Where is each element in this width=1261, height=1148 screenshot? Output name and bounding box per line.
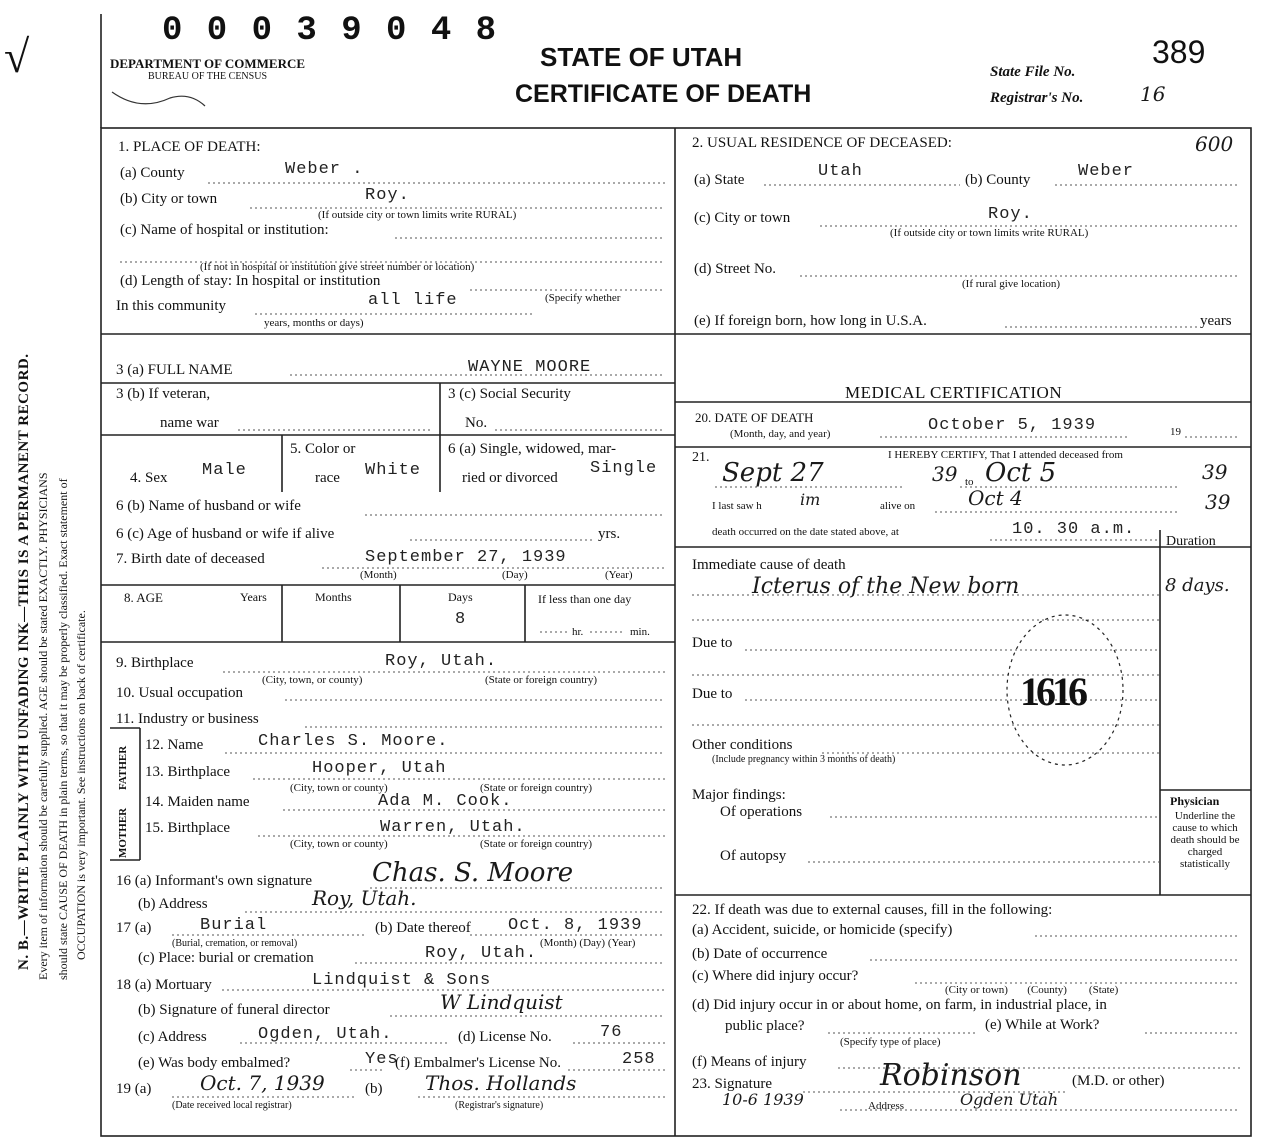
external-b-label: (b) Date of occurrence [692, 946, 828, 962]
burial-c-label: (c) Place: burial or cremation [138, 950, 314, 966]
age-months-label: Months [315, 590, 352, 604]
marital-value: Single [590, 459, 658, 478]
hospital-label: (c) Name of hospital or institution: [120, 222, 329, 238]
embalmed-label: (e) Was body embalmed? [138, 1055, 291, 1071]
death-occurred-label: death occurred on the date stated above, at [712, 526, 899, 538]
veteran-label: 3 (b) If veteran, [116, 386, 211, 402]
sex-label: 4. Sex [130, 470, 168, 486]
embalmed-value: Yes [365, 1050, 399, 1069]
res-city-label: (c) City or town [694, 210, 791, 226]
age-label: 8. AGE [124, 590, 163, 605]
md-label: (M.D. or other) [1072, 1073, 1165, 1089]
other-conditions-label: Other conditions [692, 737, 793, 753]
autopsy-label: Of autopsy [720, 848, 787, 864]
father-bp-label: 13. Birthplace [145, 764, 230, 780]
serial-number: 0 0 0 3 9 0 4 8 [162, 12, 499, 50]
community-label: In this community [116, 298, 226, 314]
community-value: all life [368, 291, 458, 310]
external-a-label: (a) Accident, suicide, or homicide (specify) [692, 922, 953, 938]
birth-year-note: (Year) [605, 569, 633, 581]
major-findings-label: Major findings: [692, 787, 786, 803]
margin-warning: N. B.—WRITE PLAINLY WITH UNFADING INK—THIS IS A PERMANENT RECORD. [16, 353, 32, 970]
mortuary-value: Lindquist & Sons [312, 971, 492, 990]
race-label: race [315, 470, 340, 486]
age-years-label: Years [240, 590, 267, 604]
registrar-b-label: (b) [365, 1081, 383, 1097]
mother-bp-label: 15. Birthplace [145, 820, 230, 836]
due-to-2: Due to [692, 686, 733, 702]
attended-to-year: 39 [1202, 460, 1228, 484]
death-time: 10. 30 a.m. [1012, 520, 1136, 539]
date-of-death-label: 20. DATE OF DEATH [695, 410, 814, 425]
embalmer-license-label: (f) Embalmer's License No. [395, 1055, 561, 1071]
marital-label-2: ried or divorced [462, 470, 558, 486]
place-of-death-label: 1. PLACE OF DEATH: [118, 139, 261, 155]
informant-label: 16 (a) Informant's own signature [116, 873, 312, 889]
certificate-title: CERTIFICATE OF DEATH [515, 80, 812, 108]
stay-label: (d) Length of stay: In hospital or institution [120, 273, 381, 289]
ymd-note: years, months or days) [264, 317, 364, 329]
age-min-label: min. [630, 626, 650, 638]
res-years: years [1200, 313, 1232, 329]
father-bp-value: Hooper, Utah [312, 759, 447, 778]
duration-label: Duration [1166, 534, 1216, 549]
registrar-number: 16 [1140, 82, 1166, 106]
alive-on-date: Oct 4 [968, 486, 1023, 510]
birthplace-note-2: (State or foreign country) [485, 674, 598, 686]
date-of-death-note: (Month, day, and year) [730, 428, 831, 440]
city-note: (If outside city or town limits write RURAL) [318, 209, 517, 221]
external-d-note: (Specify type of place) [840, 1036, 941, 1048]
father-name-label: 12. Name [145, 737, 204, 753]
registrar-date: Oct. 7, 1939 [200, 1071, 325, 1095]
birthplace-label: 9. Birthplace [116, 655, 194, 671]
father-note-1: (City, town or county) [290, 782, 388, 794]
last-saw-him: im [800, 490, 821, 509]
burial-b-label: (b) Date thereof [375, 920, 471, 936]
mother-bp-value: Warren, Utah. [380, 818, 526, 837]
funeral-director-signature: W Lindquist [440, 990, 563, 1014]
physician-signature: Robinson [880, 1058, 1022, 1093]
birth-date-label: 7. Birth date of deceased [116, 551, 265, 567]
ssn-label: 3 (c) Social Security [448, 386, 571, 402]
informant-address: Roy, Utah. [312, 886, 417, 910]
birth-date-value: September 27, 1939 [365, 548, 567, 567]
margin-instruction-2: should state CAUSE OF DEATH in plain terms, so that it may be properly classified. Exact statement of [56, 478, 70, 980]
mother-name-value: Ada M. Cook. [378, 792, 513, 811]
corner-mark: 600 [1195, 132, 1234, 156]
registrar-signature: Thos. Hollands [425, 1071, 577, 1095]
attended-from: Sept 27 [722, 458, 824, 488]
burial-a-label: 17 (a) [116, 920, 152, 936]
county-label: (a) County [120, 165, 185, 181]
stamp-number: 1616 [1020, 669, 1084, 714]
birthplace-value: Roy, Utah. [385, 652, 498, 671]
attended-to-word: to [965, 476, 974, 488]
bureau-name: BUREAU OF THE CENSUS [148, 71, 267, 82]
medical-title: MEDICAL CERTIFICATION [845, 383, 1063, 402]
registrar-date-label: 19 (a) [116, 1081, 152, 1097]
res-street-note: (If rural give location) [962, 278, 1061, 290]
registrar-date-note: (Date received local registrar) [172, 1100, 292, 1111]
veteran-war-label: name war [160, 415, 219, 431]
physician-text: Underline the cause to which death should be charged statistically [1170, 810, 1240, 870]
state-file-number: 389 [1152, 34, 1206, 70]
res-foreign-label: (e) If foreign born, how long in U.S.A. [694, 313, 927, 329]
industry-label: 11. Industry or business [116, 711, 259, 727]
informant-signature: Chas. S. Moore [372, 858, 574, 888]
external-d-label-2: public place? [725, 1018, 805, 1034]
res-county-label: (b) County [965, 172, 1031, 188]
other-conditions-note: (Include pregnancy within 3 months of death) [712, 754, 896, 765]
date-nineteen: 19 [1170, 426, 1181, 438]
hospital-note: (If not in hospital or institution give street number or location) [200, 261, 475, 273]
informant-address-label: (b) Address [138, 896, 208, 912]
embalmer-license-value: 258 [622, 1050, 656, 1069]
external-f-label: (f) Means of injury [692, 1054, 807, 1070]
full-name-label: 3 (a) FULL NAME [116, 362, 233, 378]
marital-label: 6 (a) Single, widowed, mar- [448, 441, 616, 457]
spouse-yrs: yrs. [598, 526, 621, 542]
external-e-label: (e) While at Work? [985, 1017, 1100, 1033]
funeral-director-label: (b) Signature of funeral director [138, 1002, 330, 1018]
immediate-cause-duration: 8 days. [1165, 575, 1230, 596]
father-note-2: (State or foreign country) [480, 782, 593, 794]
birthplace-note-1: (City, town, or county) [262, 674, 363, 686]
physician-title: Physician [1170, 794, 1220, 808]
age-hr-label: hr. [572, 626, 584, 638]
signature-label: 23. Signature [692, 1076, 772, 1092]
external-causes-label: 22. If death was due to external causes, fill in the following: [692, 902, 1053, 918]
check-mark: √ [4, 31, 30, 82]
occupation-label: 10. Usual occupation [116, 685, 244, 701]
father-side-label: FATHER [117, 745, 129, 790]
burial-a-note: (Burial, cremation, or removal) [172, 938, 298, 949]
signature-date: 10-6 1939 [722, 1090, 804, 1109]
mother-note-2: (State or foreign country) [480, 838, 593, 850]
margin-instruction-1: Every item of information should be carefully supplied. AGE should be stated EXACTLY. PHYSICIANS [36, 472, 50, 980]
alive-on-label: alive on [880, 500, 916, 512]
mother-note-1: (City, town or county) [290, 838, 388, 850]
residence-label: 2. USUAL RESIDENCE OF DECEASED: [692, 135, 952, 151]
sex-value: Male [202, 461, 247, 480]
external-c-note: (City or town) (County) (State) [945, 984, 1119, 996]
state-title: STATE OF UTAH [540, 42, 743, 72]
immediate-cause-value: Icterus of the New born [752, 574, 1020, 599]
mortuary-address: Ogden, Utah. [258, 1025, 393, 1044]
attended-from-year: 39 [932, 462, 958, 486]
color-label: 5. Color or [290, 441, 356, 457]
state-file-label: State File No. [990, 64, 1076, 80]
burial-b-value: Oct. 8, 1939 [508, 916, 643, 935]
license-label: (d) License No. [458, 1029, 552, 1045]
external-d-label: (d) Did injury occur in or about home, on farm, in industrial place, in [692, 997, 1107, 1013]
margin-instruction-3: OCCUPATION is very important. See instructions on back of certificate. [74, 610, 88, 960]
age-days-label: Days [448, 590, 473, 604]
date-of-death-value: October 5, 1939 [928, 416, 1097, 435]
burial-b-note: (Month) (Day) (Year) [540, 937, 636, 949]
birth-day-note: (Day) [502, 569, 528, 581]
age-days-value: 8 [455, 610, 467, 629]
full-name-value: WAYNE MOORE [468, 358, 592, 377]
mortuary-label: 18 (a) Mortuary [116, 977, 212, 993]
city-label: (b) City or town [120, 191, 218, 207]
registrar-label: Registrar's No. [990, 90, 1084, 106]
last-saw-label: I last saw h [712, 500, 762, 512]
city-value: Roy. [365, 186, 410, 205]
burial-c-value: Roy, Utah. [425, 944, 538, 963]
res-street-label: (d) Street No. [694, 261, 777, 277]
signature-address-label: Address [868, 1100, 905, 1112]
registrar-sig-note: (Registrar's signature) [455, 1100, 544, 1111]
specify-note: (Specify whether [545, 292, 621, 304]
spouse-age-label: 6 (c) Age of husband or wife if alive [116, 526, 335, 542]
dept-name: DEPARTMENT OF COMMERCE [110, 56, 306, 71]
race-value: White [365, 461, 422, 480]
license-value: 76 [600, 1023, 623, 1042]
res-city-note: (If outside city or town limits write RURAL) [890, 227, 1089, 239]
mother-side-label: MOTHER [117, 807, 129, 858]
due-to-1: Due to [692, 635, 733, 651]
alive-on-year: 39 [1205, 490, 1231, 514]
signature-address: Ogden Utah [960, 1090, 1059, 1109]
res-county-value: Weber [1078, 162, 1135, 181]
burial-a-value: Burial [200, 916, 268, 935]
res-state-value: Utah [818, 162, 863, 181]
certify-number: 21. [692, 450, 710, 465]
county-value: Weber . [285, 160, 364, 179]
birth-month-note: (Month) [360, 569, 397, 581]
certify-text: I HEREBY CERTIFY, That I attended deceased from [888, 449, 1123, 461]
res-city-value: Roy. [988, 205, 1033, 224]
immediate-cause-label: Immediate cause of death [692, 557, 846, 573]
spouse-name-label: 6 (b) Name of husband or wife [116, 498, 301, 514]
father-name-value: Charles S. Moore. [258, 732, 449, 751]
age-less-label: If less than one day [538, 592, 632, 606]
operations-label: Of operations [720, 804, 803, 820]
mother-name-label: 14. Maiden name [145, 794, 250, 810]
res-state-label: (a) State [694, 172, 745, 188]
attended-to: Oct 5 [985, 458, 1057, 488]
mortuary-address-label: (c) Address [138, 1029, 207, 1045]
ssn-no-label: No. [465, 415, 488, 431]
external-c-label: (c) Where did injury occur? [692, 968, 859, 984]
